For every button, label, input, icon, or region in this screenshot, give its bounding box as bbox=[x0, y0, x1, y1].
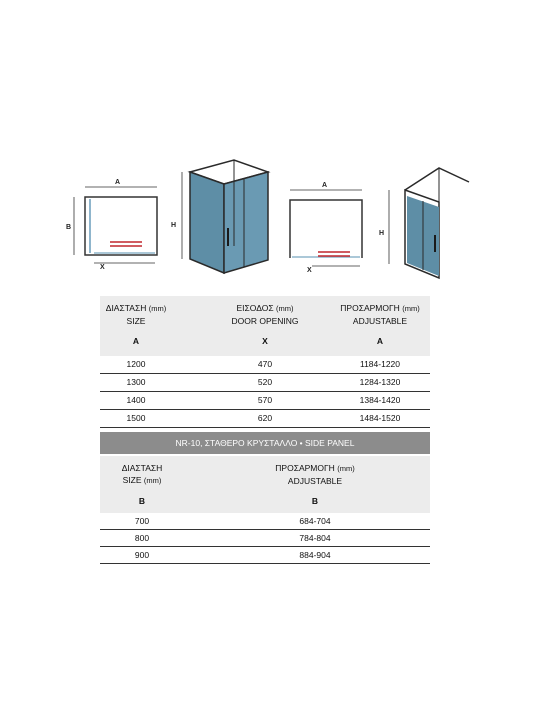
label-opening-x: X bbox=[100, 264, 105, 271]
cell-side-size: 800 bbox=[134, 533, 150, 543]
cell-opening: 520 bbox=[257, 377, 273, 387]
cell-adjustable: 1184-1220 bbox=[359, 359, 401, 369]
label-height-h-right: H bbox=[379, 230, 385, 237]
shower-right-drawing bbox=[375, 160, 475, 285]
header-size bbox=[100, 302, 172, 327]
side-panel-table-header bbox=[100, 456, 430, 513]
label-opening-x-right: X bbox=[307, 267, 312, 274]
table-row bbox=[100, 374, 430, 392]
header-size-unit: (mm) bbox=[148, 304, 167, 313]
header-side-size-unit: (mm) bbox=[143, 476, 162, 485]
cell-adjustable: 1384-1420 bbox=[359, 395, 401, 405]
table-row bbox=[100, 513, 430, 530]
header-door-english: DOOR OPENING bbox=[231, 316, 299, 326]
table-row bbox=[100, 356, 430, 374]
header-adjustable bbox=[330, 302, 430, 327]
cell-adjustable: 1484-1520 bbox=[359, 413, 401, 423]
header-side-adjust-greek: ΠΡΟΣΑΡΜΟΓΗ bbox=[275, 463, 335, 473]
plan-diagram-left bbox=[60, 175, 170, 275]
header-side-adjustable bbox=[250, 462, 380, 487]
table-row bbox=[100, 410, 430, 428]
size-table bbox=[100, 296, 430, 428]
shower-3d-right bbox=[375, 160, 475, 285]
label-width-a-right: A bbox=[322, 182, 328, 189]
cell-opening: 470 bbox=[257, 359, 273, 369]
cell-side-adjustable: 684-704 bbox=[299, 516, 331, 526]
header-letter-b-adjust: B bbox=[311, 496, 319, 506]
shower-left-drawing bbox=[168, 158, 273, 288]
header-side-size bbox=[100, 462, 184, 487]
header-adjust-unit: (mm) bbox=[402, 304, 420, 313]
label-depth-b: B bbox=[66, 224, 72, 231]
header-adjust-greek: ΠΡΟΣΑΡΜΟΓΗ bbox=[340, 303, 400, 313]
header-door-greek: ΕΙΣΟΔΟΣ bbox=[236, 303, 274, 313]
cell-adjustable: 1284-1320 bbox=[359, 377, 401, 387]
table-row bbox=[100, 547, 430, 564]
header-adjust-english: ADJUSTABLE bbox=[352, 316, 408, 326]
cell-opening: 620 bbox=[257, 413, 273, 423]
table-row bbox=[100, 530, 430, 547]
header-letter-a: A bbox=[132, 336, 140, 346]
cell-size: 1400 bbox=[126, 395, 146, 405]
header-side-adjust-unit: (mm) bbox=[337, 464, 355, 473]
header-letter-b: B bbox=[138, 496, 146, 506]
header-door-unit: (mm) bbox=[275, 304, 294, 313]
table-row bbox=[100, 392, 430, 410]
label-height-h: H bbox=[171, 222, 177, 229]
cell-size: 1200 bbox=[126, 359, 146, 369]
cell-side-adjustable: 884-904 bbox=[299, 550, 331, 560]
header-size-greek: ΔΙΑΣΤΑΣΗ bbox=[105, 303, 147, 313]
cell-side-adjustable: 784-804 bbox=[299, 533, 331, 543]
shower-3d-left bbox=[168, 158, 273, 288]
cell-size: 1300 bbox=[126, 377, 146, 387]
header-letter-x: X bbox=[262, 336, 268, 346]
header-side-size-english: SIZE bbox=[122, 475, 142, 485]
cell-size: 1500 bbox=[126, 413, 146, 423]
header-side-size-greek: ΔΙΑΣΤΑΣΗ bbox=[121, 463, 163, 473]
side-panel-banner: NR-10, ΣΤΑΘΕΡΟ ΚΡΥΣΤΑΛΛΟ • SIDE PANEL bbox=[100, 432, 430, 454]
cell-side-size: 900 bbox=[134, 550, 150, 560]
header-letter-a-adjust: A bbox=[376, 336, 384, 346]
header-door-opening bbox=[210, 302, 320, 327]
cell-side-size: 700 bbox=[134, 516, 150, 526]
label-width-a: A bbox=[115, 179, 121, 186]
cell-opening: 570 bbox=[257, 395, 273, 405]
header-side-adjust-english: ADJUSTABLE bbox=[287, 476, 343, 486]
plan-left-drawing bbox=[60, 175, 170, 275]
header-size-english: SIZE bbox=[126, 316, 146, 326]
size-table-header bbox=[100, 296, 430, 356]
side-panel-table bbox=[100, 456, 430, 564]
